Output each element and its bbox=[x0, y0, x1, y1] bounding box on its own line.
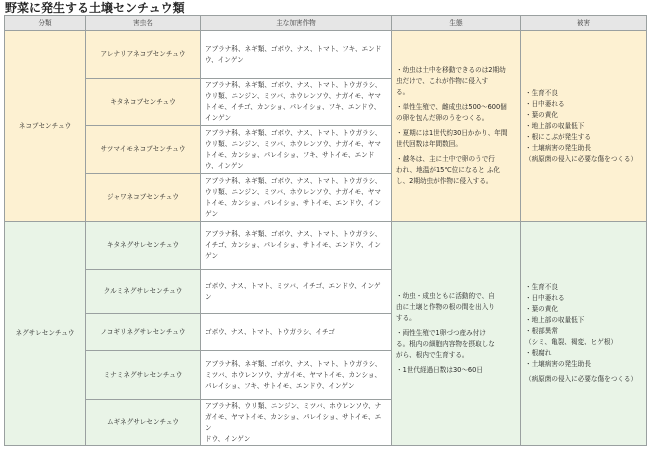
text-line: ・両性生殖で1卵づつ産み付け bbox=[396, 329, 486, 337]
header-pest-name: 害虫名 bbox=[86, 16, 201, 31]
damage-cell bbox=[521, 31, 647, 222]
header-category: 分類 bbox=[5, 16, 86, 31]
text-line: イチゴ、カンショ、パレイショ、サトイモ、エンドウ、イン bbox=[205, 241, 381, 249]
text-line: ゲン bbox=[205, 252, 219, 260]
text-line: アブラナ科、ネギ類、ゴボウ、ナス、トマト、トウガラシ、 bbox=[205, 81, 382, 89]
text-line: われ、地温が15℃位になると ふ化 bbox=[396, 166, 501, 174]
text-line: （シミ、亀裂、褐変、ヒゲ根） bbox=[525, 338, 618, 346]
text-line: ・葉の黄化 bbox=[525, 305, 558, 313]
pest-name-cell: ノコギリネグサレセンチュウ bbox=[86, 314, 201, 351]
text-line: ・単性生殖で、雌成虫は500～600個 bbox=[396, 103, 507, 111]
header-damage: 被害 bbox=[521, 16, 647, 31]
text-line: アブラナ科、ネギ類、ゴボウ、ナス、トマト、トウガラシ、 bbox=[205, 128, 382, 137]
header-row bbox=[5, 16, 647, 31]
text-line: トイモ、カンショ、パレイショ、フキ、サトイモ、エンド bbox=[205, 150, 375, 159]
text-line: インゲン bbox=[205, 114, 232, 122]
table-row bbox=[5, 222, 647, 270]
table-row bbox=[5, 31, 647, 79]
header-crops: 主な加害作物 bbox=[201, 16, 392, 31]
crops-cell bbox=[201, 31, 392, 79]
text-line: ミツバ、ホウレンソウ、ナガイモ、ヤマトイモ、カンショ、 bbox=[205, 370, 382, 379]
text-line: ・幼虫・成虫ともに活動的で、自 bbox=[396, 292, 495, 300]
pest-name-cell: アレナリアネコブセンチュウ bbox=[86, 31, 201, 79]
text-line: し、2期幼虫が作物に侵入する。 bbox=[396, 177, 493, 185]
text-line: ウリ類、ニンジン、ミツバ、ホウレンソウ、ナガイモ、ヤマ bbox=[205, 92, 381, 100]
pest-name-cell: ジャワネコブセンチュウ bbox=[86, 174, 201, 222]
pest-name-cell: キタネコブセンチュウ bbox=[86, 79, 201, 126]
pest-name-cell: ミナミネグサレセンチュウ bbox=[86, 351, 201, 400]
text-line: アブラナ科、ネギ類、ゴボウ、ナス、トマト、トウガラシ、 bbox=[205, 176, 382, 185]
text-line: ・根にこぶが発生する bbox=[525, 132, 591, 141]
crops-cell bbox=[201, 79, 392, 126]
text-line: ・幼虫は土中を移動できるのは2期幼 bbox=[396, 66, 506, 74]
text-line: ・夏期には1世代約30日かかり、年間 bbox=[396, 129, 508, 137]
header-ecology: 生態 bbox=[392, 16, 521, 31]
text-line: ゴボウ、ナス、トマト、ミツバ、イチゴ、エンドウ、インゲ bbox=[205, 281, 381, 290]
text-line: ゴボウ、ナス、トマト、トウガラシ、イチゴ bbox=[205, 327, 335, 336]
text-line: アブラナ科、ネギ類、ゴボウ、ナス、トマト、トウガラシ、 bbox=[205, 230, 382, 238]
crops-cell bbox=[201, 400, 392, 446]
text-line: る。根内の細胞内容物を摂取しな bbox=[396, 340, 495, 348]
text-line: ・1世代経過日数は30～60日 bbox=[396, 366, 483, 374]
crops-cell bbox=[201, 222, 392, 270]
text-line: ・日中萎れる bbox=[525, 294, 565, 302]
text-line: る。 bbox=[396, 88, 410, 96]
text-line: パレイショ、フキ、サトイモ、エンドウ、インゲン bbox=[205, 381, 355, 390]
text-line: トイモ、カンショ、パレイショ、サトイモ、エンドウ、イン bbox=[205, 198, 381, 207]
text-line: ウリ類、ニンジン、ミツバ、ホウレンソウ、ナガイモ、ヤマ bbox=[205, 187, 381, 196]
pest-name-cell: クルミネグサレセンチュウ bbox=[86, 270, 201, 314]
text-line: ・根部異常 bbox=[525, 327, 558, 335]
text-line: ・生育不良 bbox=[525, 88, 558, 97]
text-line: 虫だけで、これが作物に侵入す bbox=[396, 77, 489, 85]
text-line: 由に土壌と作物の根の間を出入り bbox=[396, 303, 495, 311]
crops-cell bbox=[201, 126, 392, 174]
crops-cell bbox=[201, 351, 392, 400]
text-line: ゲン bbox=[205, 209, 219, 218]
crops-cell bbox=[201, 314, 392, 351]
text-line: ウリ類、ニンジン、ミツバ、ホウレンソウ、ナガイモ、ヤマ bbox=[205, 139, 381, 148]
crops-cell bbox=[201, 174, 392, 222]
category-cell: ネグサレセンチュウ bbox=[5, 222, 86, 446]
text-line: ・越冬は、主に土中で卵のうで行 bbox=[396, 155, 495, 163]
text-line: （病原菌の侵入に必要な傷をつくる） bbox=[525, 375, 638, 383]
text-line: がら、根内で生育する。 bbox=[396, 351, 469, 359]
pest-name-cell: ムギネグサレセンチュウ bbox=[86, 400, 201, 446]
text-line: ・地上部の収量低下 bbox=[525, 121, 585, 130]
pest-name-cell: サツマイモネコブセンチュウ bbox=[86, 126, 201, 174]
text-line: 世代回数は年間数回。 bbox=[396, 140, 462, 148]
text-line: ・土壌病害の発生助長 bbox=[525, 360, 591, 368]
pest-name-cell: キタネグサレセンチュウ bbox=[86, 222, 201, 270]
text-line: ガイモ、ヤマトイモ、カンショ、パレイショ、サトイモ、エン bbox=[205, 412, 382, 432]
text-line: ウ、インゲン bbox=[205, 55, 244, 64]
damage-cell bbox=[521, 222, 647, 446]
category-cell: ネコブセンチュウ bbox=[5, 31, 86, 222]
text-line: トイモ、イチゴ、カンショ、パレイショ、フキ、エンドウ、 bbox=[205, 103, 381, 111]
text-line: ・葉の黄化 bbox=[525, 110, 558, 119]
text-line: する。 bbox=[396, 314, 416, 322]
text-line: アブラナ科、ネギ類、ゴボウ、ナス、トマト、トウガラシ、 bbox=[205, 359, 382, 368]
text-line: ドウ、インゲン bbox=[205, 434, 251, 443]
text-line: ・根腐れ bbox=[525, 349, 552, 357]
ecology-cell bbox=[392, 31, 521, 222]
text-line: の卵を包んだ卵のうをつくる。 bbox=[396, 114, 489, 122]
text-line: ・地上部の収量低下 bbox=[525, 316, 585, 324]
text-line: アブラナ科、ネギ類、ゴボウ、ナス、トマト、フキ、エンド bbox=[205, 44, 382, 53]
text-line: ・土壌病害の発生助長 bbox=[525, 143, 591, 152]
text-line: （病原菌の侵入に必要な傷をつくる） bbox=[525, 154, 638, 163]
text-line: ・生育不良 bbox=[525, 283, 558, 291]
crops-cell bbox=[201, 270, 392, 314]
ecology-cell bbox=[392, 222, 521, 446]
page-title: 野菜に発生する土壌センチュウ類 bbox=[5, 1, 185, 15]
nematode-table bbox=[4, 15, 647, 446]
text-line: ・日中萎れる bbox=[525, 99, 565, 108]
text-line: ウ、インゲン bbox=[205, 161, 244, 170]
text-line: ン bbox=[205, 292, 212, 301]
text-line: アブラナ科、ウリ類、ニンジン、ミツバ、ホウレンソウ、ナ bbox=[205, 401, 382, 410]
